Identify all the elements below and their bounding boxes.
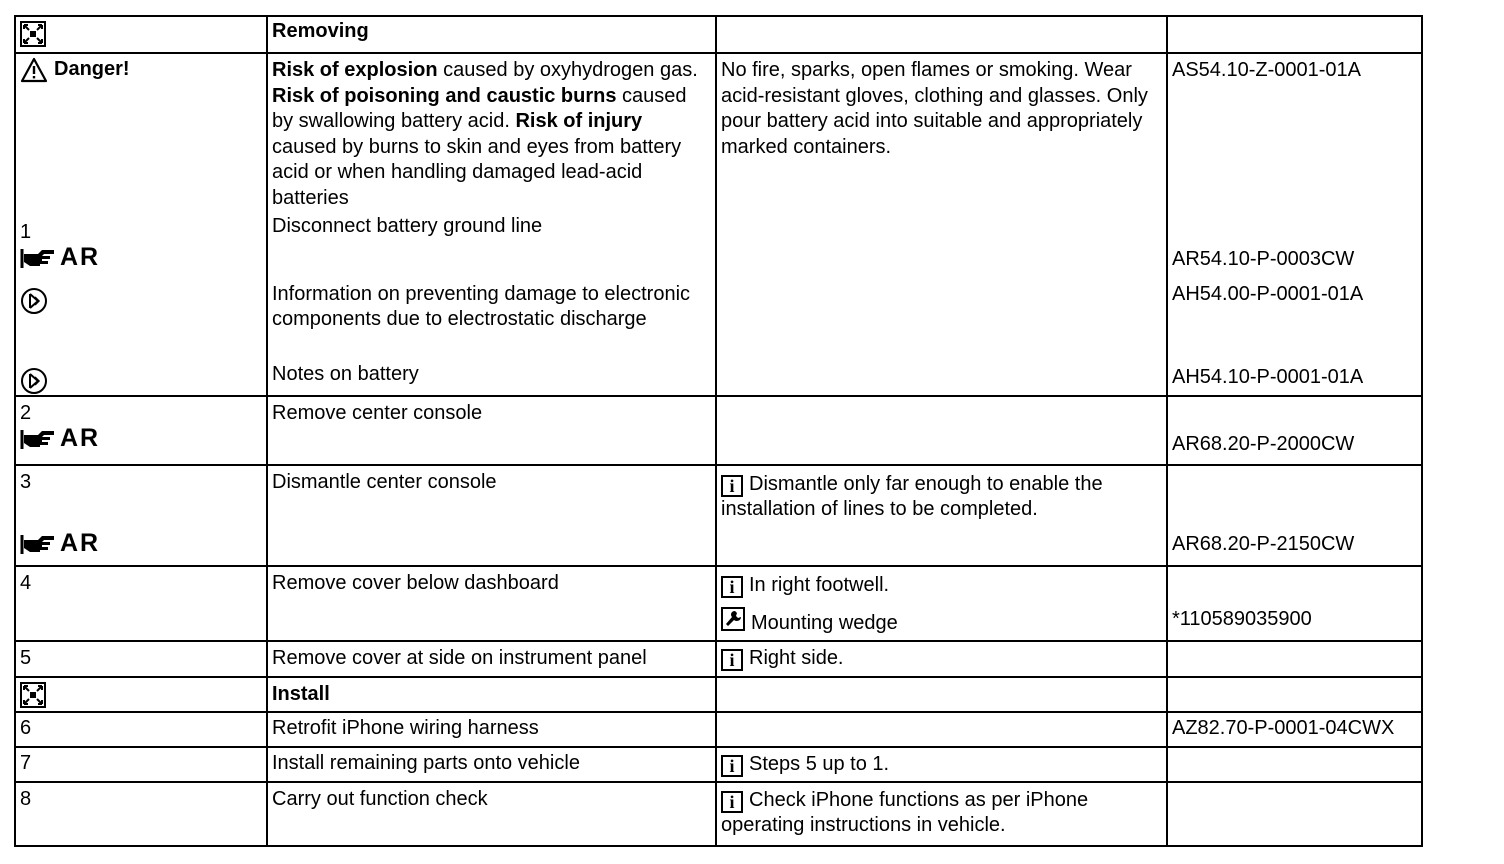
action-col-cell — [267, 782, 716, 846]
tool-name: Mounting wedge — [751, 612, 898, 634]
procedure-table — [14, 15, 1423, 847]
step-action: Remove center console — [272, 401, 483, 424]
step-row-7 — [15, 747, 1422, 782]
empty-cell — [1167, 747, 1422, 782]
step-action: Disconnect battery ground line — [272, 215, 543, 237]
section-header-removing — [15, 16, 1422, 53]
note-esd-ref: AH54.00-P-0001-01A — [1172, 283, 1364, 305]
ar-reference-marker — [20, 245, 100, 271]
ref-col-cell — [1167, 465, 1422, 566]
ar-ref: AR54.10-P-0003CW — [1172, 247, 1355, 270]
action-col-cell — [267, 747, 716, 782]
step-number: 5 — [20, 646, 32, 669]
action-col-cell — [267, 641, 716, 677]
note-battery-text: Notes on battery — [272, 362, 419, 385]
empty-cell — [1167, 641, 1422, 677]
step-number: 2 — [20, 401, 32, 424]
ref-col-cell — [1167, 396, 1422, 465]
notes-col-cell — [716, 641, 1167, 677]
tool-ref: *110589035900 — [1172, 607, 1312, 630]
info-icon: i — [721, 755, 743, 777]
pointing-hand-icon — [20, 532, 56, 556]
step-number: 1 — [20, 220, 32, 243]
ar-label: AR — [60, 529, 101, 558]
step-note: Check iPhone functions as per iPhone operating instructions in vehicle. — [721, 788, 1089, 836]
ar-label: AR — [60, 424, 101, 453]
empty-cell — [1167, 782, 1422, 846]
step-row-5 — [15, 641, 1422, 677]
left-col-cell — [15, 782, 267, 846]
risk-text: caused by swallowing battery acid. — [272, 84, 687, 132]
risk-heading: Risk of poisoning and caustic burns — [272, 84, 617, 107]
step-number: 4 — [20, 571, 32, 594]
action-col-cell — [267, 53, 716, 396]
info-icon: i — [721, 791, 743, 813]
notes-col-cell — [716, 747, 1167, 782]
action-col-cell — [267, 396, 716, 465]
step-row-8 — [15, 782, 1422, 846]
explode-view-icon — [20, 682, 46, 708]
ar-ref: AR68.20-P-2000CW — [1172, 432, 1355, 455]
left-col-cell — [15, 712, 267, 747]
note-line — [721, 573, 1162, 599]
step-action: Carry out function check — [272, 787, 488, 810]
step-row-6 — [15, 712, 1422, 747]
special-tool-icon — [721, 607, 745, 631]
step-action: Dismantle center console — [272, 470, 497, 493]
empty-cell — [716, 712, 1167, 747]
ref-col-cell — [1167, 566, 1422, 641]
step-number: 7 — [20, 751, 32, 774]
ar-ref: AR68.20-P-2150CW — [1172, 532, 1355, 555]
step-row-3 — [15, 465, 1422, 566]
empty-cell — [716, 16, 1167, 53]
step-action: Remove cover at side on instrument panel — [272, 646, 647, 669]
empty-cell — [716, 396, 1167, 465]
empty-cell — [1167, 16, 1422, 53]
left-col-cell — [15, 747, 267, 782]
section-icon-cell — [15, 16, 267, 53]
ar-reference-marker — [20, 426, 100, 452]
section-title-removing: Removing — [267, 16, 716, 53]
explode-view-icon — [20, 21, 46, 47]
info-icon: i — [721, 649, 743, 671]
tool-line — [721, 607, 1162, 637]
empty-cell — [716, 677, 1167, 712]
warning-triangle-icon — [20, 57, 48, 83]
left-col-cell — [15, 641, 267, 677]
left-col-cell — [15, 566, 267, 641]
ar-label: AR — [60, 243, 101, 272]
danger-risk-text — [272, 58, 711, 214]
note-battery-ref: AH54.10-P-0001-01A — [1172, 365, 1364, 388]
section-header-install — [15, 677, 1422, 712]
step-row-4 — [15, 566, 1422, 641]
danger-ref: AS54.10-Z-0001-01A — [1172, 59, 1362, 81]
risk-heading: Risk of explosion — [272, 59, 438, 81]
action-col-cell — [267, 465, 716, 566]
danger-safety-text: No fire, sparks, open flames or smoking. Wear acid-resistant gloves, clothing and glasses. Only pour battery acid into suitable and appropriately marked containers. — [721, 59, 1148, 158]
action-col-cell — [267, 566, 716, 641]
risk-text: caused by burns to skin and eyes from battery acid or when handling damaged lead-acid batteries — [272, 135, 682, 209]
section-icon-cell — [15, 677, 267, 712]
notes-col-cell — [716, 566, 1167, 641]
step-action: Remove cover below dashboard — [272, 571, 559, 594]
pointing-hand-icon — [20, 246, 56, 270]
step-number: 8 — [20, 787, 32, 810]
info-icon: i — [721, 475, 743, 497]
info-icon: i — [721, 576, 743, 598]
danger-label-line — [20, 57, 130, 83]
pointing-hand-icon — [20, 427, 56, 451]
esd-note-icon — [20, 287, 48, 315]
ar-reference-marker — [20, 531, 100, 557]
action-col-cell — [267, 712, 716, 747]
step-note: In right footwell. — [749, 573, 890, 596]
step-ref: AZ82.70-P-0001-04CWX — [1172, 716, 1395, 739]
step-number: 3 — [20, 470, 32, 493]
left-col-cell — [15, 53, 267, 396]
note-esd-text: Information on preventing damage to electronic components due to electrostatic discharge — [272, 282, 691, 330]
left-col-cell — [15, 396, 267, 465]
risk-text: caused by oxyhydrogen gas. — [437, 59, 698, 81]
step-row-2 — [15, 396, 1422, 465]
risk-heading: Risk of injury — [515, 110, 643, 132]
notes-col-cell — [716, 53, 1167, 396]
ref-col-cell — [1167, 53, 1422, 396]
esd-note-icon — [20, 367, 48, 395]
step-action: Retrofit iPhone wiring harness — [272, 716, 539, 739]
left-col-cell — [15, 465, 267, 566]
step-note: Dismantle only far enough to enable the installation of lines to be completed. — [721, 472, 1103, 520]
notes-col-cell — [716, 782, 1167, 846]
danger-label: Danger! — [54, 58, 130, 81]
section-title-install: Install — [267, 677, 716, 712]
step-note: Right side. — [749, 646, 844, 669]
notes-col-cell — [716, 465, 1167, 566]
ref-col-cell — [1167, 712, 1422, 747]
step-action: Install remaining parts onto vehicle — [272, 751, 580, 774]
step-note: Steps 5 up to 1. — [749, 752, 890, 775]
empty-cell — [1167, 677, 1422, 712]
danger-and-step1-row — [15, 53, 1422, 396]
step-number: 6 — [20, 716, 32, 739]
